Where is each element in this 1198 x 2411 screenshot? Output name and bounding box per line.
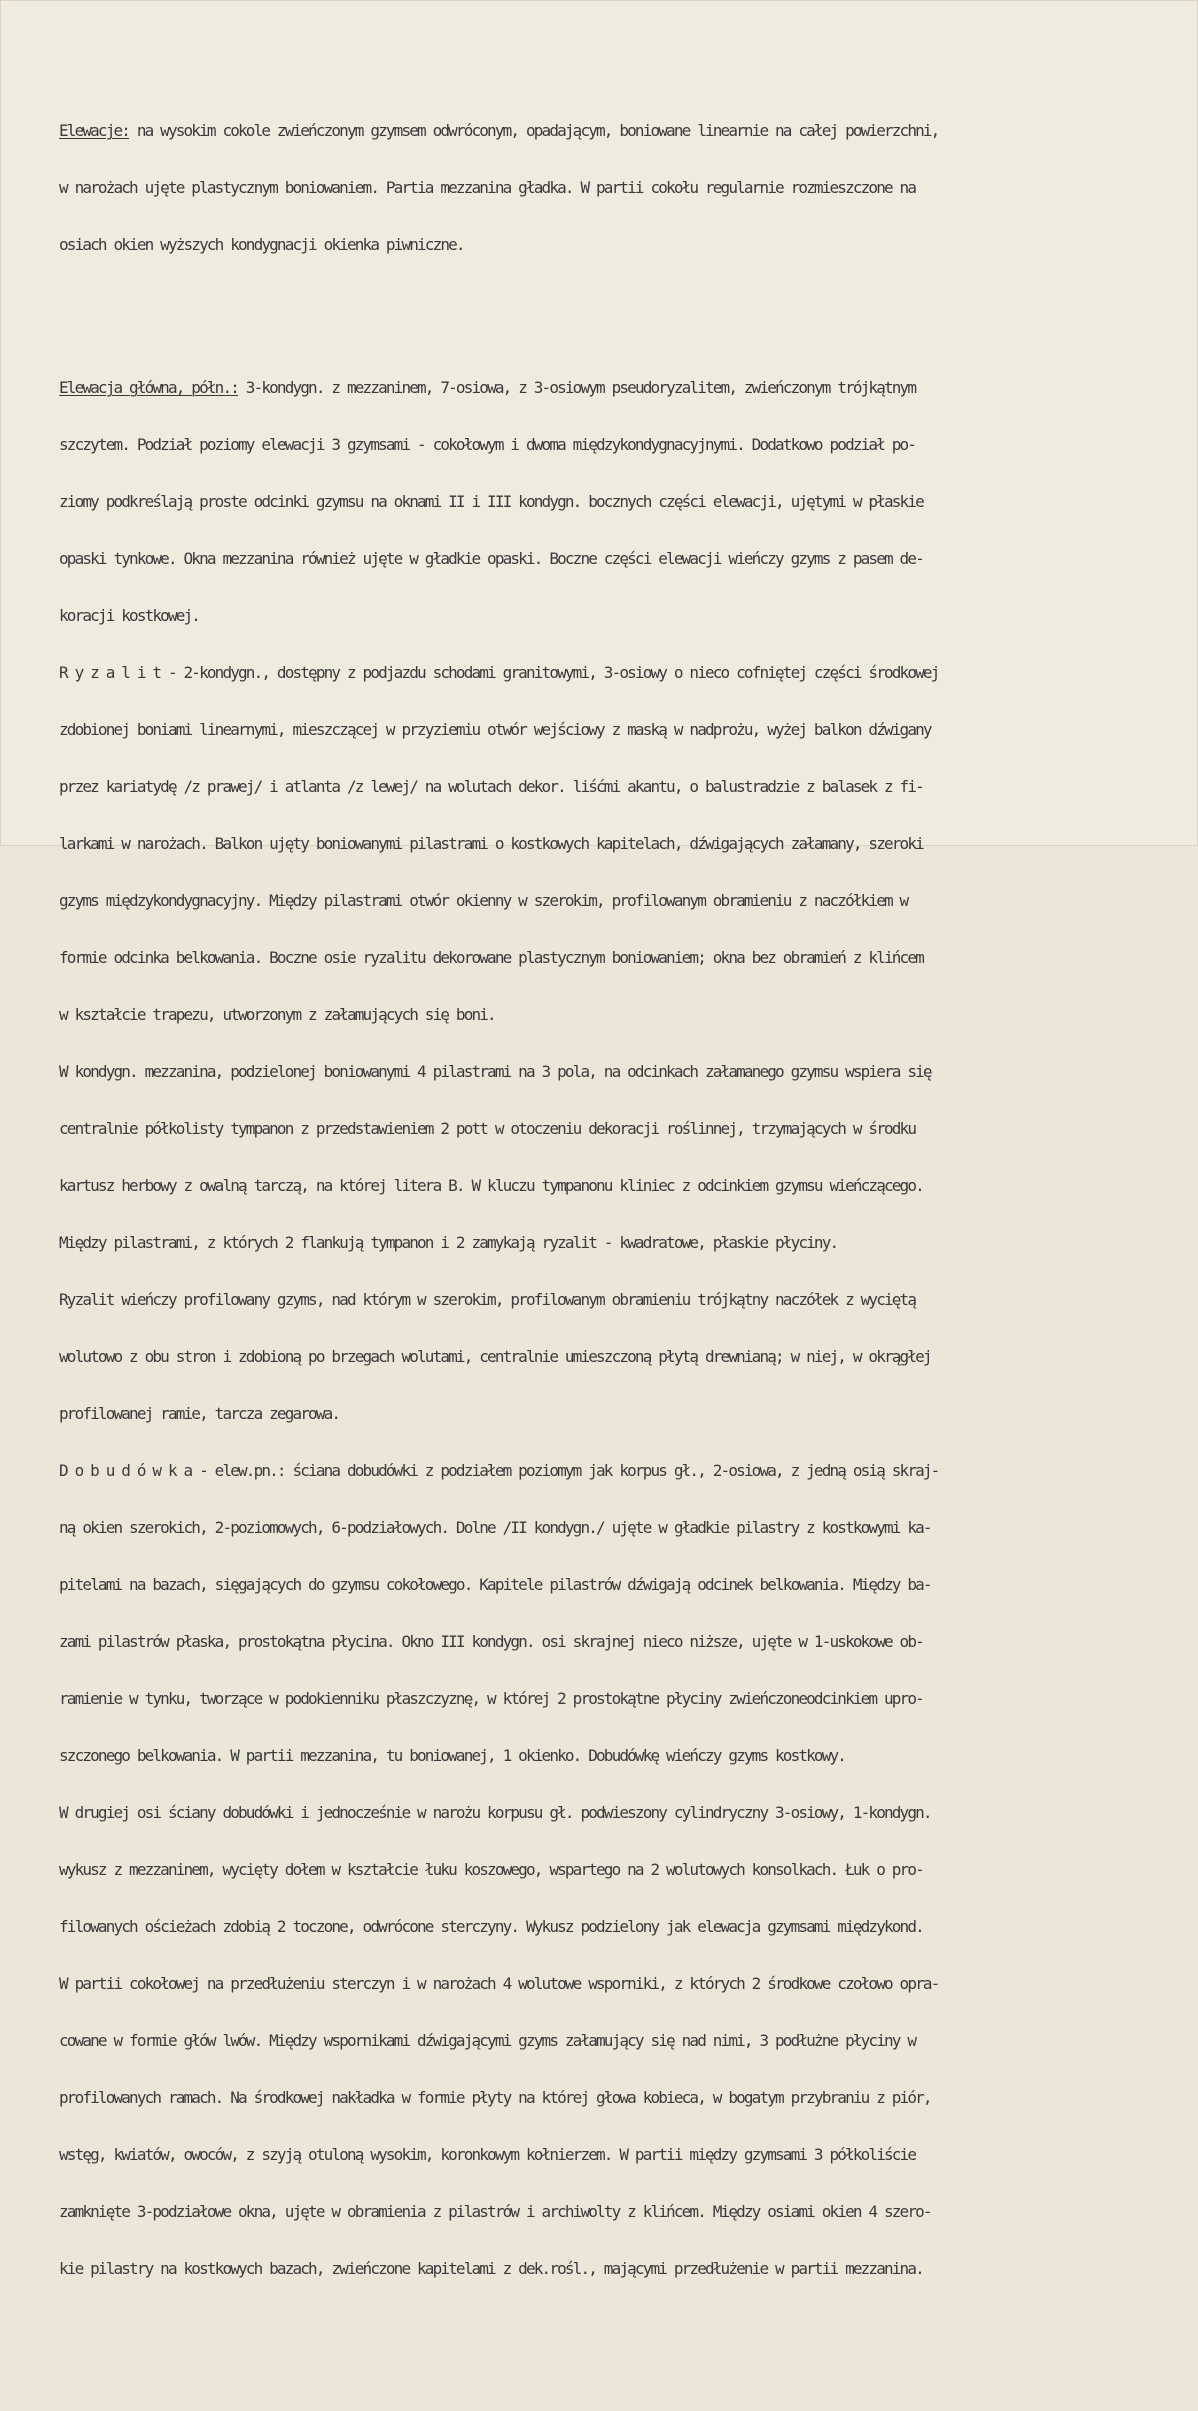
text-line: Ryzalit wieńczy profilowany gzyms, nad którym w szerokim, profilowanym obramieniu trójkątny naczółek z wyciętą [59, 1290, 916, 1309]
text-line: wstęg, kwiatów, owoców, z szyją otuloną wysokim, koronkowym kołnierzem. W partii między gzymsami 3 półkoliście [59, 2145, 916, 2164]
text-line: ną okien szerokich, 2-poziomowych, 6-podziałowych. Dolne /II kondygn./ ujęte w gładkie pilastry z kostkowymi ka- [59, 1518, 931, 1537]
text-line: filowanych ościeżach zdobią 2 toczone, odwrócone sterczyny. Wykusz podzielony jak elewacja gzymsami międzykond. [59, 1917, 923, 1936]
text-line: gzyms międzykondygnacyjny. Między pilastrami otwór okienny w szerokim, profilowanym obramieniu z naczółkiem w [59, 891, 908, 910]
text-line: opaski tynkowe. Okna mezzanina również ujęte w gładkie opaski. Boczne części elewacji wieńczy gzyms z pasem de- [59, 549, 923, 568]
text-line: kie pilastry na kostkowych bazach, zwieńczone kapitelami z dek.rośl., mającymi przedłużenie w partii mezzanina. [59, 2259, 923, 2278]
text-line: wolutowo z obu stron i zdobioną po brzegach wolutami, centralnie umieszczoną płytą drewnianą; w niej, w okrągłej [59, 1347, 931, 1366]
text-line: zdobionej boniami linearnymi, mieszczącej w przyziemiu otwór wejściowy z maską w nadprożu, wyżej balkon dźwigany [59, 720, 931, 739]
text-line: szczytem. Podział poziomy elewacji 3 gzymsami - cokołowym i dwoma międzykondygnacyjnymi. Dodatkowo podział po- [59, 435, 916, 454]
text-line: W kondygn. mezzanina, podzielonej boniowanymi 4 pilastrami na 3 pola, na odcinkach załamanego gzymsu wspiera się [59, 1062, 931, 1081]
text-line: profilowanych ramach. Na środkowej nakładka w formie płyty na której głowa kobieca, w bogatym przybraniu z piór, [59, 2088, 931, 2107]
text-line: ramienie w tynku, tworzące w podokienniku płaszczyznę, w której 2 prostokątne płyciny zwieńczoneodcinkiem upro- [59, 1689, 923, 1708]
paragraph-elevations [59, 83, 938, 292]
text-line [59, 2316, 938, 2335]
text-run: 3-kondygn. z mezzaninem, 7-osiowa, z 3-osiowym pseudoryzalitem, zwieńczonym trójkątnym [238, 378, 916, 397]
text-line: w kształcie trapezu, utworzonym z załamujących się boni. [59, 1005, 495, 1024]
text-line [59, 378, 938, 397]
text-line: formie odcinka belkowania. Boczne osie ryzalitu dekorowane plastycznym boniowaniem; okna bez obramień z klińcem [59, 948, 923, 967]
heading-main-elevation: Elewacja główna, półn.: [59, 378, 239, 397]
text-line: pitelami na bazach, sięgających do gzymsu cokołowego. Kapitele pilastrów dźwigają odcinek belkowania. Między ba- [59, 1575, 931, 1594]
text-line: centralnie półkolisty tympanon z przedstawieniem 2 pott w otoczeniu dekoracji roślinnej, trzymających w środku [59, 1119, 916, 1138]
text-line: cowane w formie głów lwów. Między wspornikami dźwigającymi gzyms załamujący się nad nimi, 3 podłużne płyciny w [59, 2031, 916, 2050]
text-line: szczonego belkowania. W partii mezzanina, tu boniowanej, 1 okienko. Dobudówkę wieńczy gzyms kostkowy. [59, 1746, 846, 1765]
text-line: zamknięte 3-podziałowe okna, ujęte w obramienia z pilastrów i archiwolty z klińcem. Między osiami okien 4 szero- [59, 2202, 931, 2221]
text-line [59, 121, 938, 140]
text-line: R y z a l i t - 2-kondygn., dostępny z podjazdu schodami granitowymi, 3-osiowy o nieco cofniętej części środkowej [59, 663, 939, 682]
paragraph-main-elevation [59, 340, 938, 2373]
text-line: W drugiej osi ściany dobudówki i jednocześnie w narożu korpusu gł. podwieszony cylindryczny 3-osiowy, 1-kondygn. [59, 1803, 931, 1822]
text-line: D o b u d ó w k a - elew.pn.: ściana dobudówki z podziałem poziomym jak korpus gł., 2-osiowa, z jedną osią skraj- [59, 1461, 939, 1480]
text-line: ziomy podkreślają proste odcinki gzymsu na oknami II i III kondygn. bocznych części elewacji, ujętymi w płaskie [59, 492, 923, 511]
text-line: przez kariatydę /z prawej/ i atlanta /z lewej/ na wolutach dekor. liśćmi akantu, o balustradzie z balasek z fi- [59, 777, 923, 796]
text-line: koracji kostkowej. [59, 606, 200, 625]
text-line: osiach okien wyższych kondygnacji okienka piwniczne. [59, 235, 464, 254]
text-line: zami pilastrów płaska, prostokątna płycina. Okno III kondygn. osi skrajnej nieco niższe, ujęte w 1-uskokowe ob- [59, 1632, 923, 1651]
typewritten-sheet [59, 45, 938, 2411]
text-line: Między pilastrami, z których 2 flankują tympanon i 2 zamykają ryzalit - kwadratowe, płaskie płyciny. [59, 1233, 838, 1252]
text-line: profilowanej ramie, tarcza zegarowa. [59, 1404, 340, 1423]
text-line: larkami w narożach. Balkon ujęty boniowanymi pilastrami o kostkowych kapitelach, dźwigających załamany, szeroki [59, 834, 923, 853]
text-run: na wysokim cokole zwieńczonym gzymsem odwróconym, opadającym, boniowane linearnie na całej powierzchni, [129, 121, 939, 140]
heading-elevations: Elewacje: [59, 121, 130, 140]
text-line: wykusz z mezzaninem, wycięty dołem w kształcie łuku koszowego, wspartego na 2 wolutowych konsolkach. Łuk o pro- [59, 1860, 923, 1879]
text-line: W partii cokołowej na przedłużeniu sterczyn i w narożach 4 wolutowe wsporniki, z których 2 środkowe czołowo opra- [59, 1974, 939, 1993]
text-line: w narożach ujęte plastycznym boniowaniem. Partia mezzanina gładka. W partii cokołu regularnie rozmieszczone na [59, 178, 916, 197]
text-line: kartusz herbowy z owalną tarczą, na której litera B. W kluczu tympanonu kliniec z odcinkiem gzymsu wieńczącego. [59, 1176, 923, 1195]
